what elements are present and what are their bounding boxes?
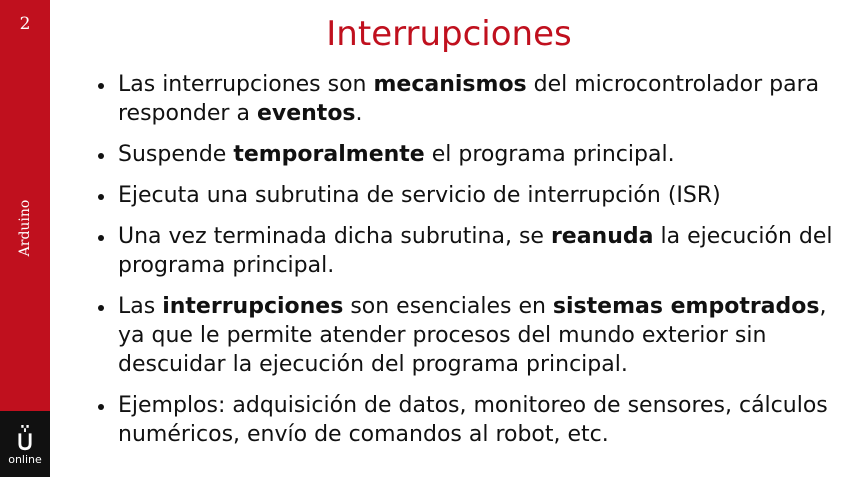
bullet-text: Ejemplos: adquisición de datos, monitoreo de sensores, cálculos numéricos, envío de comandos al robot, etc.: [118, 393, 828, 447]
bullet-emphasis: reanuda: [550, 224, 654, 249]
sidebar: [0, 0, 50, 477]
bullet-text: la ejecución del programa principal.: [118, 224, 833, 278]
bullet-emphasis: temporalmente: [233, 142, 425, 167]
bullet-item: [94, 292, 834, 379]
bullet-text: Suspende: [118, 142, 234, 167]
bullet-text: , ya que le permite atender procesos del mundo exterior sin descuidar la ejecución del programa principal.: [118, 294, 827, 377]
slide-title: Interrupciones: [326, 14, 572, 54]
bullet-item: [94, 70, 834, 128]
page-number: 2: [19, 14, 31, 34]
logo-mark-icon: [0, 411, 50, 453]
bullet-text: del microcontrolador para responder a: [118, 72, 820, 126]
bullet-text: el programa principal.: [424, 142, 675, 167]
logo-text: online: [8, 453, 42, 466]
bullet-item: [94, 391, 834, 449]
bullet-list: [94, 70, 834, 461]
bullet-emphasis: sistemas empotrados: [552, 294, 820, 319]
bullet-item: [94, 181, 834, 210]
side-label: Arduino: [17, 199, 33, 257]
bullet-text: Ejecuta una subrutina de servicio de interrupción (ISR): [118, 183, 721, 208]
university-logo: [0, 411, 50, 477]
bullet-text: son esenciales en: [343, 294, 553, 319]
bullet-item: [94, 140, 834, 169]
bullet-text: Una vez terminada dicha subrutina, se: [118, 224, 551, 249]
bullet-text: .: [355, 101, 363, 126]
bullet-emphasis: interrupciones: [162, 294, 344, 319]
bullet-emphasis: mecanismos: [373, 72, 527, 97]
bullet-emphasis: eventos: [256, 101, 356, 126]
bullet-text: Las: [118, 294, 163, 319]
bullet-text: Las interrupciones son: [118, 72, 374, 97]
bullet-item: [94, 222, 834, 280]
